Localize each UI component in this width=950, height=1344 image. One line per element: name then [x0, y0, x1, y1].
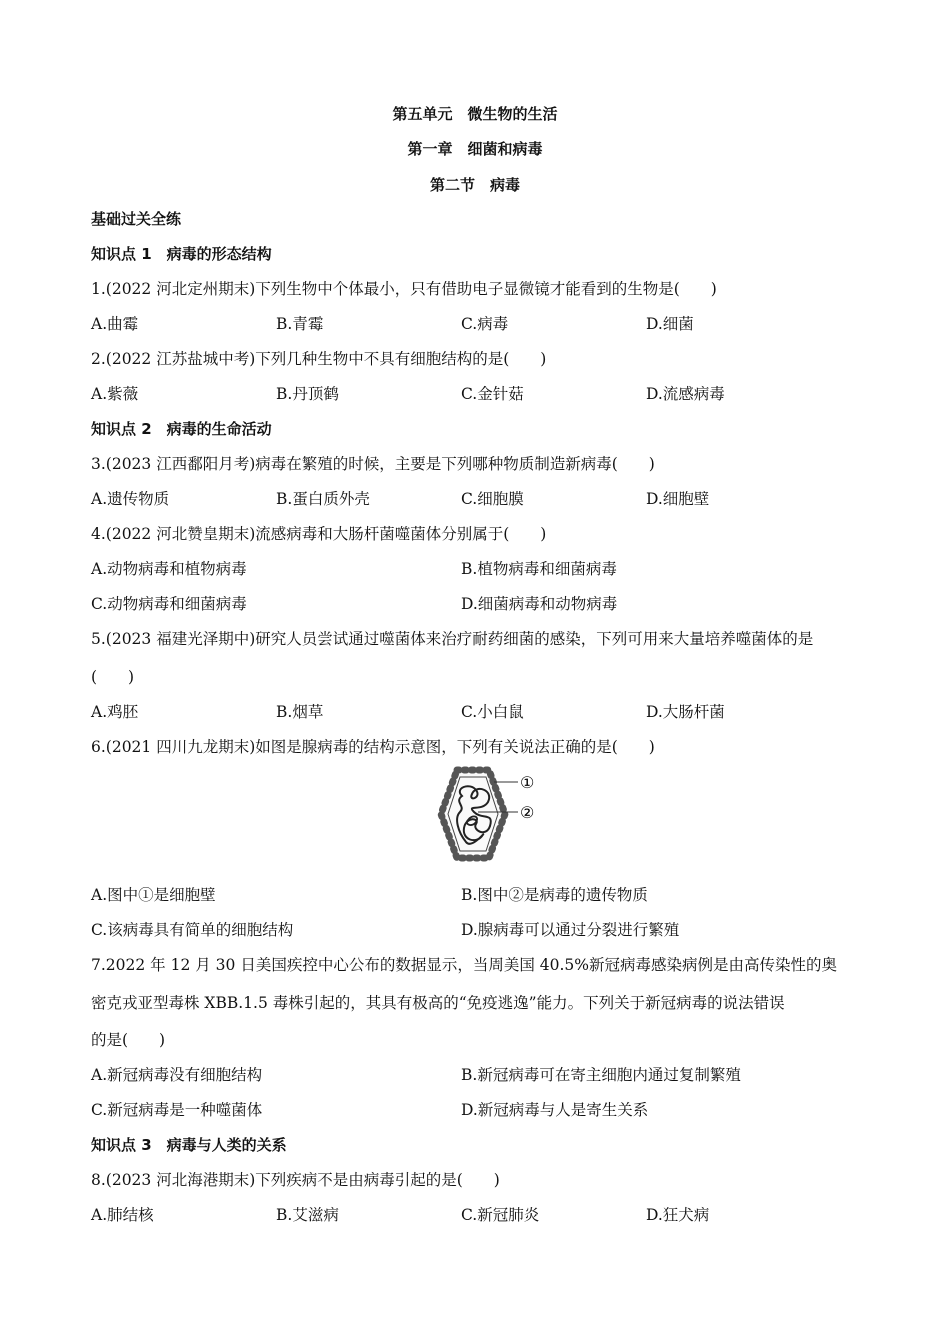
- q1-option-b: B.青霉: [276, 315, 324, 333]
- question-7-stem-line3: 的是( ): [91, 1031, 166, 1049]
- question-2-stem: 2.(2022 江苏盐城中考)下列几种生物中不具有细胞结构的是( ): [91, 350, 547, 368]
- question-3-stem: 3.(2023 江西鄱阳月考)病毒在繁殖的时候，主要是下列哪种物质制造新病毒( ): [91, 455, 655, 473]
- knowledge-point-2: 知识点 2 病毒的生命活动: [91, 420, 272, 438]
- q5-option-d: D.大肠杆菌: [646, 703, 725, 721]
- unit-title: 第五单元 微生物的生活: [392, 105, 558, 123]
- knowledge-point-1: 知识点 1 病毒的形态结构: [91, 245, 272, 263]
- question-7-stem-line2: 密克戎亚型毒株 XBB.1.5 毒株引起的，其具有极高的“免疫逃逸”能力。下列关于新冠病毒的说法错误: [91, 994, 785, 1012]
- q5-option-a: A.鸡胚: [91, 703, 139, 721]
- q6-option-a: A.图中①是细胞壁: [91, 886, 216, 904]
- knowledge-point-3: 知识点 3 病毒与人类的关系: [91, 1136, 287, 1154]
- q7-option-a: A.新冠病毒没有细胞结构: [91, 1066, 263, 1084]
- question-1-stem: 1.(2022 河北定州期末)下列生物中个体最小，只有借助电子显微镜才能看到的生物是( ): [91, 280, 717, 298]
- q3-option-b: B.蛋白质外壳: [276, 490, 370, 508]
- q4-option-b: B.植物病毒和细菌病毒: [461, 560, 617, 578]
- q8-option-c: C.新冠肺炎: [461, 1206, 540, 1224]
- q3-option-a: A.遗传物质: [91, 490, 170, 508]
- q2-option-d: D.流感病毒: [646, 385, 725, 403]
- q6-option-b: B.图中②是病毒的遗传物质: [461, 886, 648, 904]
- adenovirus-diagram: [410, 766, 540, 862]
- q1-option-a: A.曲霉: [91, 315, 139, 333]
- q8-option-b: B.艾滋病: [276, 1206, 339, 1224]
- q6-option-d: D.腺病毒可以通过分裂进行繁殖: [461, 921, 680, 939]
- q2-option-c: C.金针菇: [461, 385, 524, 403]
- q3-option-d: D.细胞壁: [646, 490, 710, 508]
- chapter-title: 第一章 细菌和病毒: [407, 140, 543, 158]
- question-6-stem: 6.(2021 四川九龙期末)如图是腺病毒的结构示意图，下列有关说法正确的是( ): [91, 738, 655, 756]
- q7-option-d: D.新冠病毒与人是寄生关系: [461, 1101, 649, 1119]
- q6-option-c: C.该病毒具有简单的细胞结构: [91, 921, 294, 939]
- q2-option-b: B.丹顶鹤: [276, 385, 339, 403]
- label-2: ②: [520, 803, 535, 822]
- q4-option-a: A.动物病毒和植物病毒: [91, 560, 247, 578]
- q4-option-d: D.细菌病毒和动物病毒: [461, 595, 618, 613]
- exercise-heading: 基础过关全练: [91, 210, 182, 228]
- q7-option-b: B.新冠病毒可在寄主细胞内通过复制繁殖: [461, 1066, 741, 1084]
- section-title: 第二节 病毒: [429, 176, 520, 194]
- question-5-stem-line1: 5.(2023 福建光泽期中)研究人员尝试通过噬菌体来治疗耐药细菌的感染，下列可用来大量培养噬菌体的是: [91, 630, 814, 648]
- q5-option-b: B.烟草: [276, 703, 324, 721]
- q7-option-c: C.新冠病毒是一种噬菌体: [91, 1101, 263, 1119]
- q2-option-a: A.紫薇: [91, 385, 139, 403]
- capsid-hexagon: [441, 770, 505, 858]
- question-5-stem-line2: ( ): [91, 668, 135, 686]
- question-7-stem-line1: 7.2022 年 12 月 30 日美国疾控中心公布的数据显示，当周美国 40.5%新冠病毒感染病例是由高传染性的奥: [91, 956, 837, 974]
- q8-option-a: A.肺结核: [91, 1206, 154, 1224]
- q8-option-d: D.狂犬病: [646, 1206, 710, 1224]
- q1-option-d: D.细菌: [646, 315, 694, 333]
- label-1: ①: [520, 773, 535, 792]
- question-8-stem: 8.(2023 河北海港期末)下列疾病不是由病毒引起的是( ): [91, 1171, 500, 1189]
- question-4-stem: 4.(2022 河北赞皇期末)流感病毒和大肠杆菌噬菌体分别属于( ): [91, 525, 547, 543]
- q3-option-c: C.细胞膜: [461, 490, 524, 508]
- q4-option-c: C.动物病毒和细菌病毒: [91, 595, 247, 613]
- q5-option-c: C.小白鼠: [461, 703, 524, 721]
- q1-option-c: C.病毒: [461, 315, 509, 333]
